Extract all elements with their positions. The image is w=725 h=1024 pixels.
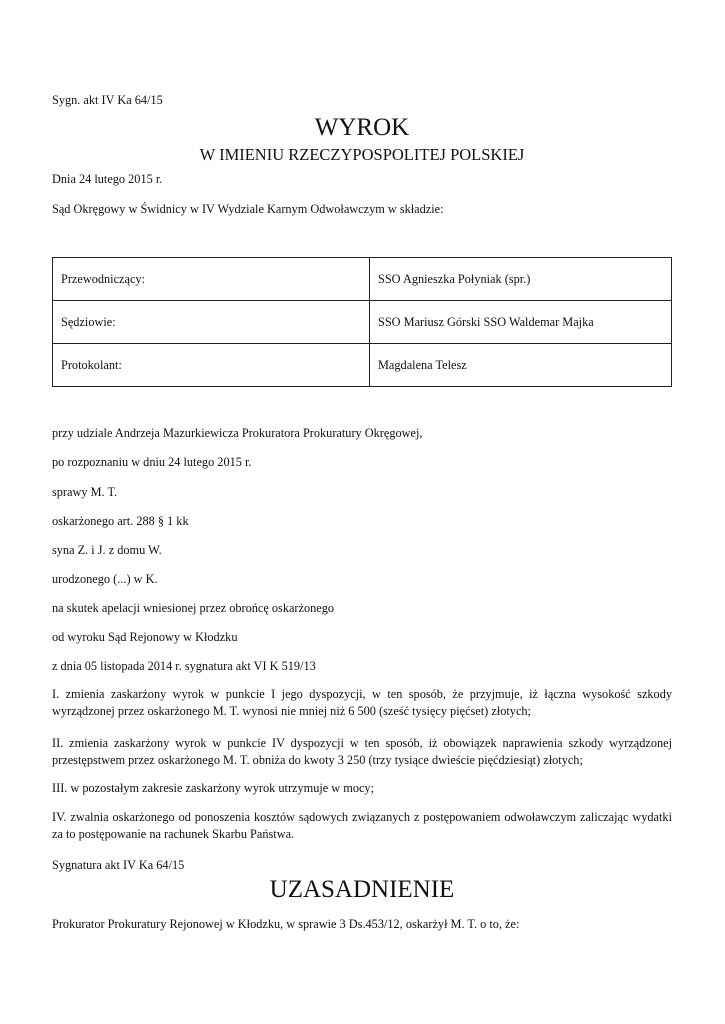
- verdict-date: Dnia 24 lutego 2015 r.: [52, 172, 163, 186]
- table-row: [53, 301, 672, 344]
- detail-line: po rozpoznaniu w dniu 24 lutego 2015 r.: [52, 455, 252, 469]
- footer-signature: Sygnatura akt IV Ka 64/15: [52, 858, 185, 872]
- panel-role: Protokolant:: [53, 344, 370, 387]
- verdict-title: WYROK: [314, 114, 410, 141]
- detail-line: z dnia 05 listopada 2014 r. sygnatura akt VI K 519/13: [52, 659, 316, 673]
- detail-line: od wyroku Sąd Rejonowy w Kłodzku: [52, 630, 238, 644]
- detail-line: syna Z. i J. z domu W.: [52, 543, 162, 557]
- panel-name: SSO Mariusz Górski SSO Waldemar Majka: [370, 301, 672, 344]
- detail-line: przy udziale Andrzeja Mazurkiewicza Prokuratora Prokuratury Okręgowej,: [52, 426, 423, 440]
- justification-intro: Prokurator Prokuratury Rejonowej w Kłodzku, w sprawie 3 Ds.453/12, oskarżył M. T. o to, że:: [52, 917, 520, 931]
- panel-role: Sędziowie:: [53, 301, 370, 344]
- case-signature: Sygn. akt IV Ka 64/15: [52, 93, 163, 107]
- ruling-item: II. zmienia zaskarżony wyrok w punkcie IV dyspozycji w ten sposób, iż obowiązek naprawienia szkody wyrządzonej przestępstwem przez oskarżonego M. T. obniża do kwoty 3 250 (trzy tysiące dwieście pięćdziesiąt) złotych;: [52, 736, 672, 767]
- detail-line: urodzonego (...) w K.: [52, 572, 158, 586]
- ruling-item: I. zmienia zaskarżony wyrok w punkcie I jego dyspozycji, w ten sposób, że przyjmuje, iż łączna wysokość szkody wyrządzonej przez oskarżonego M. T. wynosi nie mniej niż 6 500 (sześć tysięcy pięćset) złotych;: [52, 687, 672, 718]
- panel-role: Przewodniczący:: [53, 258, 370, 301]
- justification-title: UZASADNIENIE: [269, 876, 455, 903]
- detail-line: na skutek apelacji wniesionej przez obrońcę oskarżonego: [52, 601, 335, 615]
- table-row: [53, 344, 672, 387]
- verdict-subtitle: W IMIENIU RZECZYPOSPOLITEJ POLSKIEJ: [199, 145, 525, 164]
- table-row: [53, 258, 672, 301]
- panel-name: SSO Agnieszka Połyniak (spr.): [370, 258, 672, 301]
- detail-line: oskarżonego art. 288 § 1 kk: [52, 514, 189, 528]
- ruling-item: III. w pozostałym zakresie zaskarżony wyrok utrzymuje w mocy;: [52, 781, 375, 795]
- detail-line: sprawy M. T.: [52, 485, 118, 499]
- panel-table: [52, 257, 672, 387]
- panel-name: Magdalena Telesz: [370, 344, 672, 387]
- ruling-item: IV. zwalnia oskarżonego od ponoszenia kosztów sądowych związanych z postępowaniem odwoławczym zaliczając wydatki za to postępowanie na rachunek Skarbu Państwa.: [52, 810, 672, 841]
- court-composition: Sąd Okręgowy w Świdnicy w IV Wydziale Karnym Odwoławczym w składzie:: [52, 202, 444, 216]
